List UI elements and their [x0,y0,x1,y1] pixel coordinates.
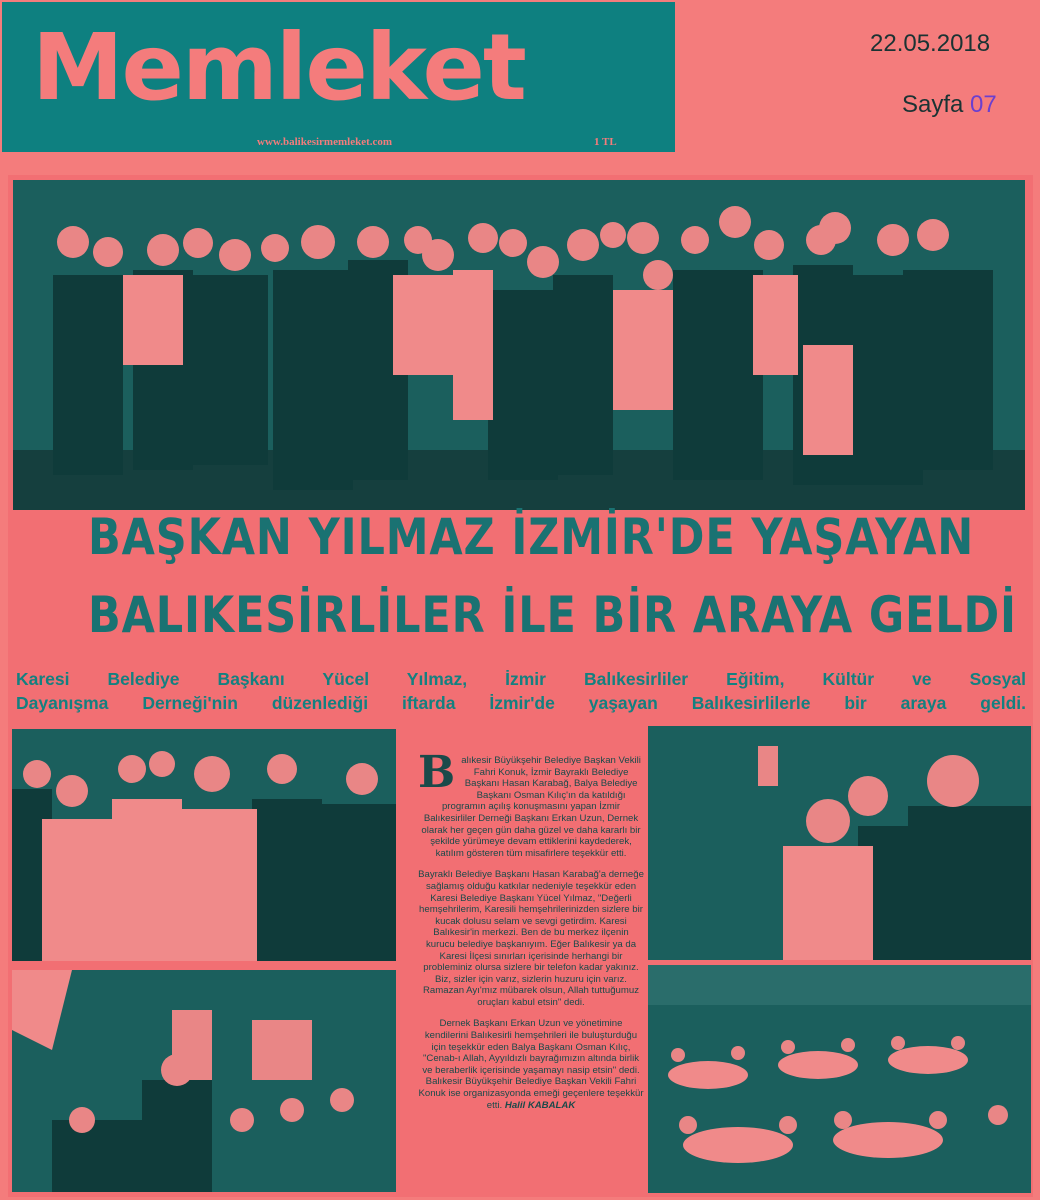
author-name: Halil KABALAK [504,1099,576,1111]
article-body [418,747,644,1121]
publication-date: 22.05.2018 [870,30,991,57]
newspaper-logo: Memleket [32,14,525,121]
lead-line-2: Dayanışma Derneği'nin düzenlediği iftarda İzmir'de yaşayan Balıkesirlilerle bir araya geldi. [16,693,1026,713]
photo-speech [12,970,396,1192]
page-label: Sayfa [902,91,964,118]
article-paragraph-1 [418,747,644,859]
website-url: www.balikesirmemleket.com [257,136,393,148]
photo-officials [12,729,396,961]
article-lead [16,667,1026,715]
page-number: 07 [970,91,997,118]
headline-line-1: BAŞKAN YILMAZ İZMİR'DE YAŞAYAN [88,508,975,566]
group-photo-image [13,180,1025,510]
photo-dinner-hall-image [648,965,1031,1193]
page-indicator [902,91,997,119]
paragraph-3-text: Dernek Başkanı Erkan Uzun ve yönetimine kendilerini Balıkesirli hemşehrileri ile buluşturduğu için teşekkür eden Balya Başkanı Osman Kılıç, "Cenab-ı Allah, Ayyıldızlı bayrağımızın altında birlik ve beraberlik içerisinde yaşamayı nasip etsin" dedi. Balıkesir Büyükşehir Belediye Başkan Vekili Fahri Konuk ise organizasyonda emeği geçenlere teşekkür etti. [418,1018,644,1111]
newspaper-clipping [8,175,1033,1197]
price-label: 1 TL [594,136,617,148]
headline-line-2: BALIKESİRLİLER İLE BİR ARAYA GELDİ [88,586,1017,644]
masthead [2,2,675,152]
photo-dinner-hall [648,965,1031,1193]
photo-speech-image [12,970,396,1192]
article-paragraph-2: Bayraklı Belediye Başkanı Hasan Karabağ'a derneğe sağlamış olduğu katkılar nedeniyle teşekkür eden Karesi Belediye Başkanı Yücel Yılmaz, "Değerli hemşehrilerim, Karesili hemşehrilerinizden sizlere bir kucak dolusu selam ve sevgi getirdim. Karesi Balıkesir'in merkezi. Ben de bu merkez ilçenin kurucu belediye başkanıyım. Eğer Balıkesir ya da Karesi İlçesi sınırları içerisinde herhangi bir probleminiz olursa sizlere bir telefon kadar yakınız. Biz, sizler için varız, sizlerin huzuru için varız. Ramazan Ayı'mız mübarek olsun, Allah tuttuğumuz oruçları kabul etsin" dedi. [418,869,644,1008]
photo-selfie-image [648,726,1031,960]
group-photo [13,180,1025,510]
article-paragraph-3 [418,1018,644,1111]
lead-line-1: Karesi Belediye Başkanı Yücel Yılmaz, İzmir Balıkesirliler Eğitim, Kültür ve Sosyal [16,669,1026,689]
dropcap: B [418,747,456,798]
photo-officials-image [12,729,396,961]
paragraph-1-text: alıkesir Büyükşehir Belediye Başkan Vekili Fahri Konuk, İzmir Bayraklı Belediye Başkanı Hasan Karabağ, Balya Belediye Başkanı Osman Kılıç'ın da katıldığı programın açılış konuşmasını yapan İzmir Balıkesirliler Derneği Başkanı Erkan Uzun, Dernek olarak her geçen gün daha güzel ve daha kararlı bir şekilde yürümeye devam ettiklerini kaydederek, katılım gösteren tüm misafirlere teşekkür etti. [421,755,641,859]
photo-selfie [648,726,1031,960]
